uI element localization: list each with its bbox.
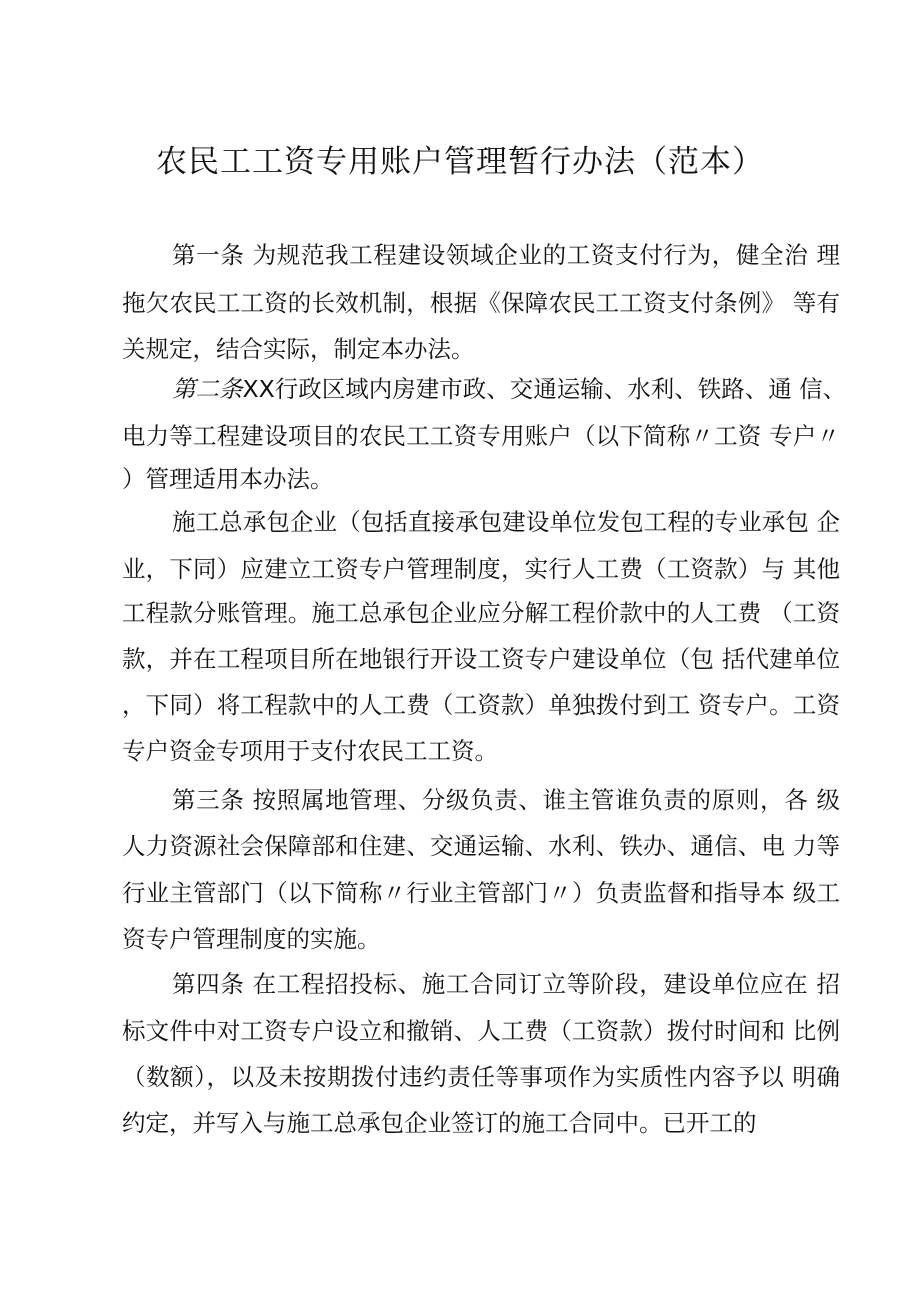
article-3-line-3: 行业主管部门（以下简称〃行业主管部门〃）负责监督和指导本 级工: [122, 879, 840, 907]
document-title: 农民工工资专用账户管理暂行办法（范本）: [156, 144, 764, 180]
contractor-paragraph-line-5: ，下同）将工程款中的人工费（工资款）单独拨付到工 资专户。工资: [122, 691, 840, 719]
contractor-paragraph-line-1: 施工总承包企业（包括直接承包建设单位发包工程的专业承包 企: [172, 508, 840, 536]
article-1-line-1: 第一条 为规范我工程建设领域企业的工资支付行为，健全治 理: [172, 241, 840, 269]
article-3-line-1: 第三条 按照属地管理、分级负责、谁主管谁负责的原则，各 级: [172, 786, 840, 814]
article-2-heading: 第二条: [172, 375, 243, 403]
article-3-line-4: 资专户管理制度的实施。: [122, 925, 381, 953]
article-2-line-1: [172, 372, 847, 406]
article-4-line-1: 第四条 在工程招投标、施工合同订立等阶段，建设单位应在 招: [172, 970, 840, 998]
article-4-line-2: 标文件中对工资专户设立和撤销、人工费（工资款）拨付时间和 比例: [122, 1017, 840, 1045]
article-2-line-3: ）管理适用本办法。: [122, 465, 334, 493]
contractor-paragraph-line-4: 款，并在工程项目所在地银行开设工资专户建设单位（包 括代建单位: [122, 645, 840, 673]
article-1-line-3: 关规定，结合实际，制定本办法。: [122, 335, 475, 363]
article-2-line-2: 电力等工程建设项目的农民工工资专用账户（以下简称〃工资 专户〃: [122, 422, 840, 450]
contractor-paragraph-line-3: 工程款分账管理。施工总承包企业应分解工程价款中的人工费 （工资: [122, 599, 840, 627]
contractor-paragraph-line-6: 专户资金专项用于支付农民工工资。: [122, 737, 498, 765]
article-3-line-2: 人力资源社会保障部和住建、交通运输、水利、铁办、通信、电 力等: [122, 832, 840, 860]
article-1-line-2: 拖欠农民工工资的长效机制，根据《保障农民工工资支付条例》 等有: [122, 289, 840, 317]
article-4-line-3: （数额），以及未按期拨付违约责任等事项作为实质性内容予以 明确: [122, 1063, 840, 1091]
contractor-paragraph-line-2: 业，下同）应建立工资专户管理制度，实行人工费（工资款）与 其他: [122, 555, 840, 583]
article-2-line-1-text: XX行政区域内房建市政、交通运输、水利、铁路、通 信、: [242, 375, 847, 403]
article-4-line-4: 约定，并写入与施工总承包企业签订的施工合同中。已开工的: [122, 1109, 757, 1137]
